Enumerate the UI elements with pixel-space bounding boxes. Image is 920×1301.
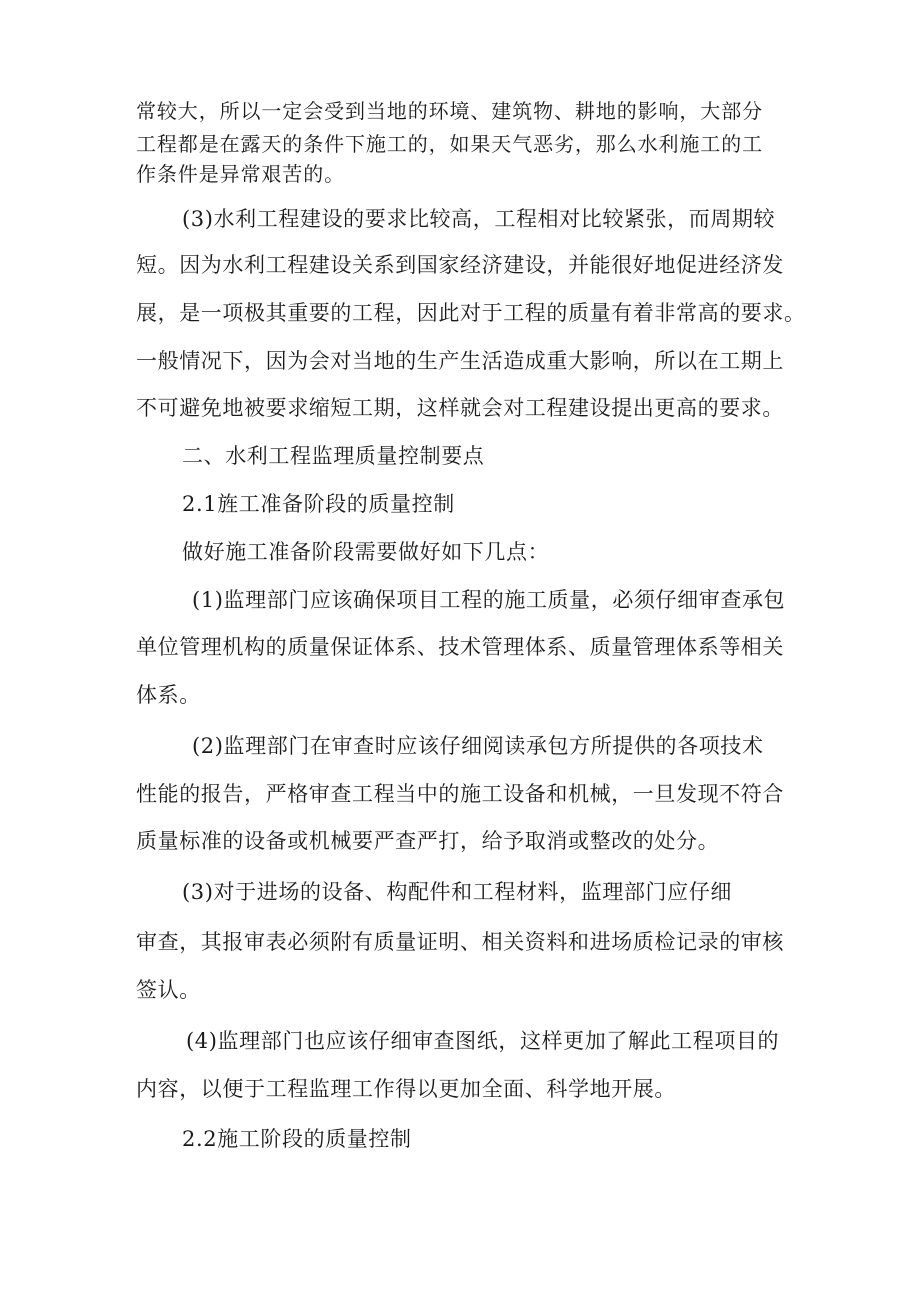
paragraph-line: 作条件是异常艰苦的。 xyxy=(136,162,345,186)
paragraph-line: 性能的报告，严格审查工程当中的施工设备和机械，一旦发现不符合 xyxy=(136,782,784,806)
paragraph-line: (4)监理部门也应该仔细审查图纸，这样更加了解此工程项目的 xyxy=(186,1029,780,1053)
paragraph-line: 质量标准的设备或机械要严查严打，给予取消或整改的处分。 xyxy=(136,829,720,853)
subsection-heading: 2.2施工阶段的质量控制 xyxy=(182,1127,412,1151)
paragraph-line: 单位管理机构的质量保证体系、技术管理体系、质量管理体系等相关 xyxy=(136,635,784,659)
paragraph-line: 不可避免地被要求缩短工期，这样就会对工程建设提出更高的要求。 xyxy=(136,396,784,420)
paragraph-line: 审查，其报审表必须附有质量证明、相关资料和进场质检记录的审核 xyxy=(136,930,784,954)
paragraph-line: 内容，以便于工程监理工作得以更加全面、科学地开展。 xyxy=(136,1077,676,1101)
paragraph-line: 一般情况下，因为会对当地的生产生活造成重大影响，所以在工期上 xyxy=(136,349,784,373)
paragraph-line: 短。因为水利工程建设关系到国家经济建设，并能很好地促进经济发 xyxy=(136,253,784,277)
paragraph-line: 工程都是在露天的条件下施工的，如果天气恶劣，那么水利施工的工 xyxy=(136,132,763,156)
paragraph-line: 常较大，所以一定会受到当地的环境、建筑物、耕地的影响，大部分 xyxy=(136,99,763,123)
paragraph-line: 体系。 xyxy=(136,683,201,707)
paragraph-line: 做好施工准备阶段需要做好如下几点： xyxy=(182,540,550,564)
paragraph-line: 展，是一项极其重要的工程，因此对于工程的质量有着非常高的要求。 xyxy=(136,301,806,325)
paragraph-line: (1)监理部门应该确保项目工程的施工质量，必须仔细审查承包 xyxy=(192,588,786,612)
paragraph-line: 签认。 xyxy=(136,978,201,1002)
paragraph-line: (2)监理部门在审查时应该仔细阅读承包方所提供的各项技术 xyxy=(192,734,764,758)
paragraph-line: (3)对于进场的设备、构配件和工程材料，监理部门应仔细 xyxy=(182,880,732,904)
section-heading: 二、水利工程监理质量控制要点 xyxy=(182,444,485,468)
paragraph-line: (3)水利工程建设的要求比较高，工程相对比较紧张，而周期较 xyxy=(182,207,776,231)
subsection-heading: 2.1旌工准备阶段的质量控制 xyxy=(182,492,455,516)
